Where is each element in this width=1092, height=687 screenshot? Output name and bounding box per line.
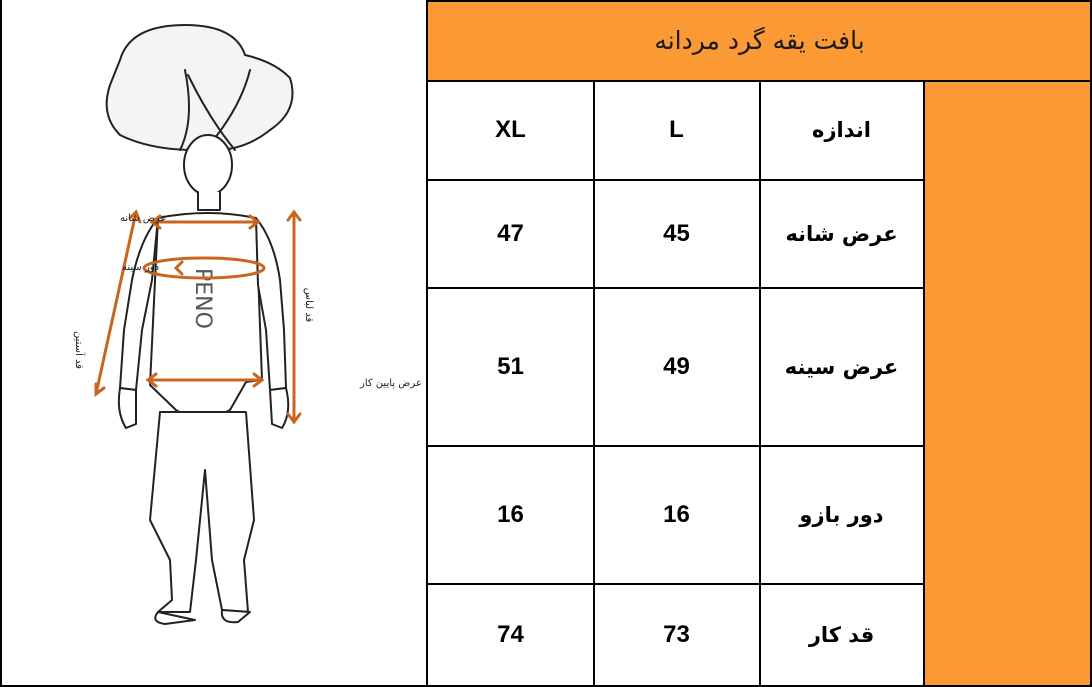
product-title: بافت یقه گرد مردانه: [654, 25, 865, 55]
header-size-xl: XL: [495, 116, 526, 143]
header-size-l: L: [669, 116, 684, 143]
table-cell-xl: 16: [497, 500, 524, 528]
length-label: قد لباس: [303, 287, 314, 323]
row-label-chest: عرض سینه: [784, 354, 899, 379]
table-cell-xl: 47: [497, 219, 524, 247]
row-label-arm: دور بازو: [799, 502, 884, 527]
table-cell-l: 49: [663, 352, 690, 380]
table-cell-l: 73: [663, 620, 690, 648]
divider: [1090, 0, 1092, 687]
garment-measurement-illustration: [0, 0, 426, 687]
table-cell-l: 45: [663, 219, 690, 247]
chest-label: دور سینه: [122, 262, 160, 273]
divider: [923, 80, 925, 687]
shirt-logo-text: PENO: [190, 268, 215, 329]
table-cell-l: 16: [663, 500, 690, 528]
divider: [0, 0, 2, 687]
hem-label: عرض پایین کار: [360, 378, 422, 389]
header-size-label: اندازه: [812, 118, 871, 142]
divider: [0, 685, 1092, 687]
divider: [426, 0, 1092, 2]
side-accent-column: [924, 80, 1092, 687]
row-label-shoulder: عرض شانه: [785, 221, 898, 246]
shoulder-label: عرض شانه: [120, 213, 167, 224]
table-cell-xl: 51: [497, 352, 524, 380]
sleeve-label: قد آستین: [73, 330, 84, 370]
table-cell-xl: 74: [497, 620, 524, 648]
row-label-length: قد کار: [808, 622, 875, 647]
